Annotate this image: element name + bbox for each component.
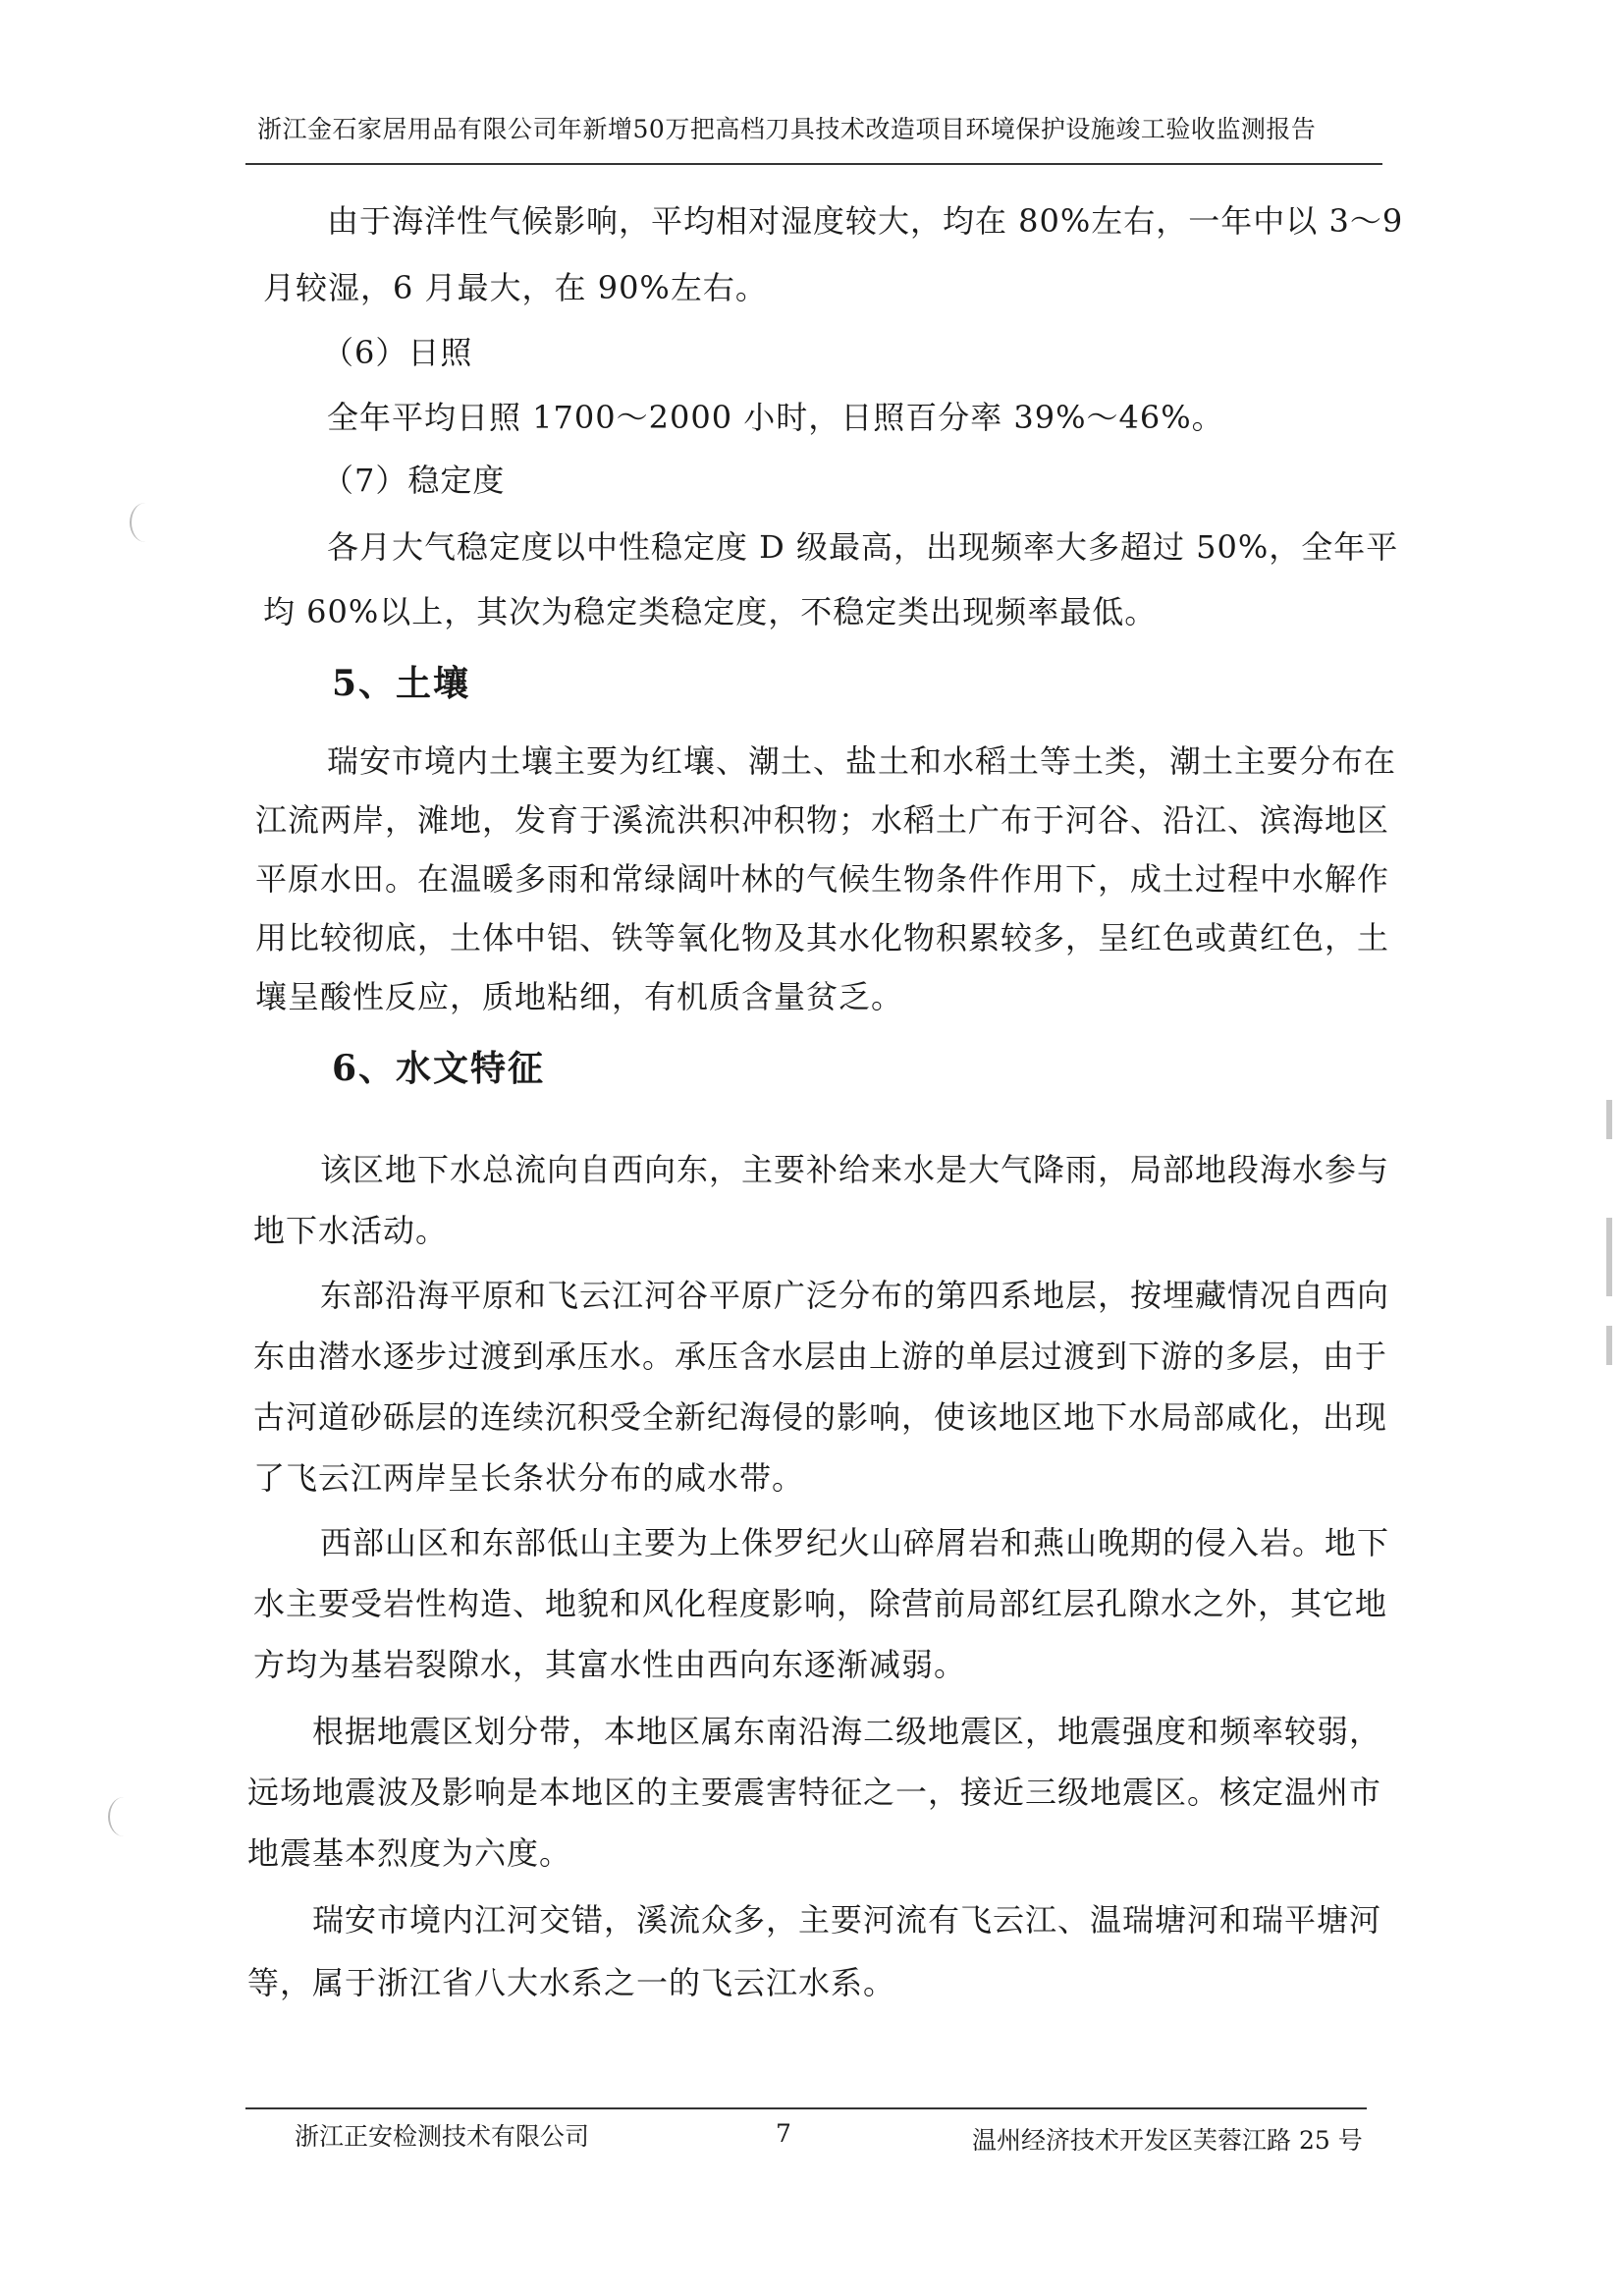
paragraph-line: 平原水田。在温暖多雨和常绿阔叶林的气候生物条件作用下，成土过程中水解作 (255, 860, 1390, 898)
paragraph-line: 古河道砂砾层的连续沉积受全新纪海侵的影响，使该地区地下水局部咸化，出现 (253, 1398, 1388, 1436)
binding-hole-mark (130, 503, 161, 542)
paragraph-line: 根据地震区划分带，本地区属东南沿海二级地震区，地震强度和频率较弱， (312, 1713, 1382, 1750)
paragraph-line: 壤呈酸性反应，质地粘细，有机质含量贫乏。 (255, 978, 904, 1015)
paragraph-line: 等，属于浙江省八大水系之一的飞云江水系。 (247, 1964, 896, 2001)
paragraph-line: 地震基本烈度为六度。 (247, 1834, 572, 1872)
footer-address: 温州经济技术开发区芙蓉江路 25 号 (972, 2126, 1363, 2155)
scan-edge-mark (1606, 1218, 1612, 1296)
section-heading-hydrology: 6、水文特征 (332, 1048, 546, 1089)
paragraph-line: 全年平均日照 1700～2000 小时，日照百分率 39%～46%。 (327, 399, 1224, 436)
paragraph-line: 水主要受岩性构造、地貌和风化程度影响，除营前局部红层孔隙水之外，其它地 (253, 1585, 1388, 1622)
paragraph-line: 远场地震波及影响是本地区的主要震害特征之一，接近三级地震区。核定温州市 (247, 1774, 1382, 1811)
scan-edge-mark (1606, 1326, 1612, 1365)
paragraph-line: 了飞云江两岸呈长条状分布的咸水带。 (253, 1459, 805, 1497)
binding-hole-mark (108, 1797, 139, 1836)
scan-edge-mark (1606, 1100, 1612, 1139)
paragraph-line: 西部山区和东部低山主要为上侏罗纪火山碎屑岩和燕山晚期的侵入岩。地下 (320, 1524, 1390, 1561)
footer-divider (245, 2107, 1367, 2109)
header-title: 浙江金石家居用品有限公司年新增50万把高档刀具技术改造项目环境保护设施竣工验收监测报告 (257, 115, 1317, 143)
paragraph-line: 各月大气稳定度以中性稳定度 D 级最高，出现频率大多超过 50%，全年平 (327, 528, 1399, 566)
paragraph-line: 江流两岸，滩地，发育于溪流洪积冲积物；水稻土广布于河谷、沿江、滨海地区 (255, 801, 1390, 839)
paragraph-line: 地下水活动。 (253, 1212, 449, 1249)
paragraph-line: 瑞安市境内土壤主要为红壤、潮土、盐土和水稻土等土类，潮土主要分布在 (327, 742, 1397, 780)
section-heading-soil: 5、土壤 (332, 663, 471, 704)
paragraph-line: 均 60%以上，其次为稳定类稳定度，不稳定类出现频率最低。 (263, 593, 1158, 630)
paragraph-line: 方均为基岩裂隙水，其富水性由西向东逐渐减弱。 (253, 1646, 967, 1683)
paragraph-line: 月较湿，6 月最大，在 90%左右。 (263, 269, 768, 306)
paragraph-line: 东由潜水逐步过渡到承压水。承压含水层由上游的单层过渡到下游的多层，由于 (253, 1338, 1388, 1375)
paragraph-line: 瑞安市境内江河交错，溪流众多，主要河流有飞云江、温瑞塘河和瑞平塘河 (312, 1901, 1382, 1939)
paragraph-line: 由于海洋性气候影响，平均相对湿度较大，均在 80%左右，一年中以 3～9 (327, 202, 1404, 240)
subheading-stability: （7）稳定度 (322, 462, 506, 499)
paragraph-line: 该区地下水总流向自西向东，主要补给来水是大气降雨，局部地段海水参与 (320, 1151, 1390, 1188)
paragraph-line: 用比较彻底，土体中铝、铁等氧化物及其水化物积累较多，呈红色或黄红色，土 (255, 919, 1390, 957)
subheading-sunshine: （6）日照 (322, 334, 473, 371)
footer-company: 浙江正安检测技术有限公司 (295, 2122, 590, 2151)
paragraph-line: 东部沿海平原和飞云江河谷平原广泛分布的第四系地层，按埋藏情况自西向 (320, 1277, 1390, 1314)
page-number: 7 (776, 2119, 791, 2148)
